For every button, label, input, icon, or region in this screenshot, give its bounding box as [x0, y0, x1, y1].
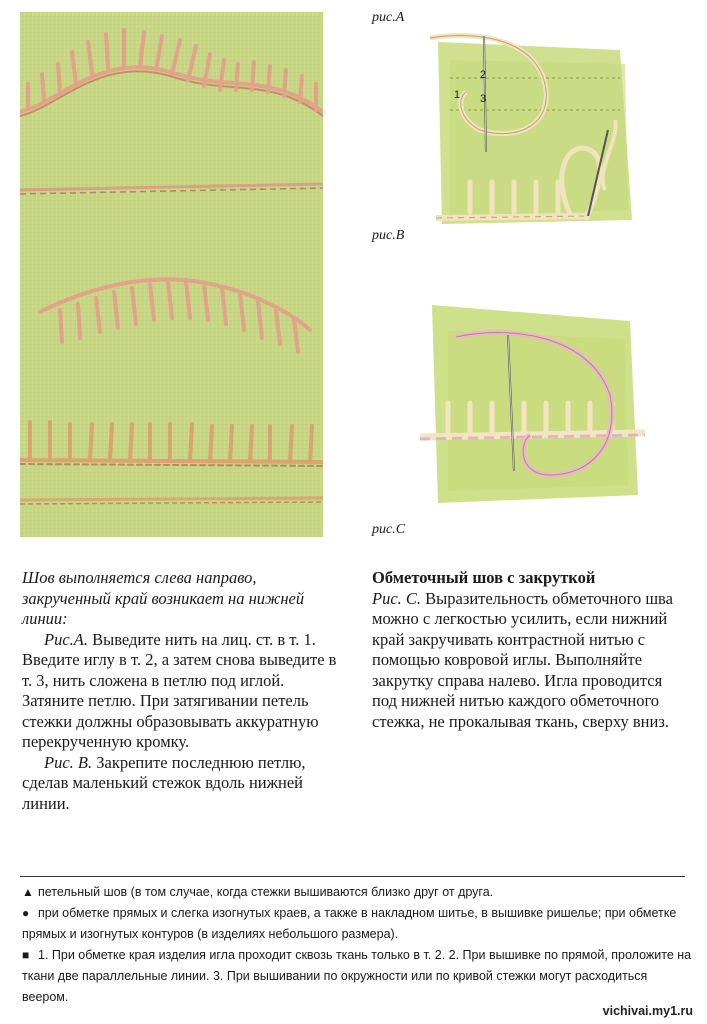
footnote-triangle	[22, 882, 692, 903]
point-1-label: 1	[454, 89, 461, 101]
figure-c-diagram	[420, 295, 645, 515]
figure-a-ref: Рис.А.	[44, 629, 88, 649]
figure-a-b-diagram	[420, 20, 640, 240]
left-text-column	[22, 568, 344, 814]
site-watermark: vichivai.my1.ru	[602, 1004, 693, 1018]
triangle-icon: ▲	[22, 885, 34, 899]
figure-c-ref: Рис. С.	[372, 588, 422, 608]
footnote-square	[22, 945, 692, 1008]
footnote-text: при обметке прямых и слегка изогнутых краев, а также в накладном шитье, в вышивке ришелье; при обметке прямых и изогнутых контуров (в изделиях небольшого размера).	[22, 906, 677, 941]
circle-icon: ●	[22, 906, 30, 920]
footnotes	[22, 882, 692, 1008]
embroidery-sample-photo	[20, 12, 323, 537]
figure-a-text: Выведите нить на лиц. ст. в т. 1. Введите иглу в т. 2, а затем снова выведите в т. 3, нить сложена в петлю под иглой. Затяните петлю. При затягивании петель стежки должны образовывать аккуратную перекрученную кромку.	[22, 629, 337, 751]
figure-c-label: рис.C	[372, 522, 406, 537]
figure-a-paragraph	[22, 630, 344, 753]
footnote-circle	[22, 903, 692, 945]
figure-a-label: рис.A	[372, 10, 405, 25]
section-heading: Обметочный шов с закруткой	[372, 568, 596, 587]
intro-paragraph: Шов выполняется слева направо, закрученный край возникает на нижней линии:	[22, 568, 305, 628]
footnote-text: 1. При обметке края изделия игла проходит сквозь ткань только в т. 2. 2. При вышивке по прямой, проложите на ткани две параллельные линии. 3. При вышивании по окружности или по кривой стежки могут расходиться веером.	[22, 948, 692, 1004]
figure-b-ref: Рис. В.	[44, 752, 93, 772]
figure-c-paragraph	[372, 589, 690, 733]
footnote-text: петельный шов (в том случае, когда стежки вышиваются близко друг от друга.	[38, 885, 494, 899]
figure-b-label: рис.B	[372, 228, 405, 243]
figure-b-text: Закрепите последнюю петлю, сделав маленький стежок вдоль нижней линии.	[22, 752, 306, 813]
point-3-label: 3	[480, 93, 487, 105]
notes-divider	[20, 876, 685, 877]
figure-b-paragraph	[22, 753, 344, 815]
figure-c-text: Выразительность обметочного шва можно с легкостью усилить, если нижний край закручивать контрастной нитью с помощью ковровой иглы. Выполняйте закрутку справа налево. Игла проводится под нижней нитью каждого обметочного стежка, не прокалывая ткань, сверху вниз.	[372, 588, 673, 731]
square-icon: ■	[22, 948, 30, 962]
point-2-label: 2	[480, 69, 487, 81]
right-text-column	[372, 568, 690, 732]
